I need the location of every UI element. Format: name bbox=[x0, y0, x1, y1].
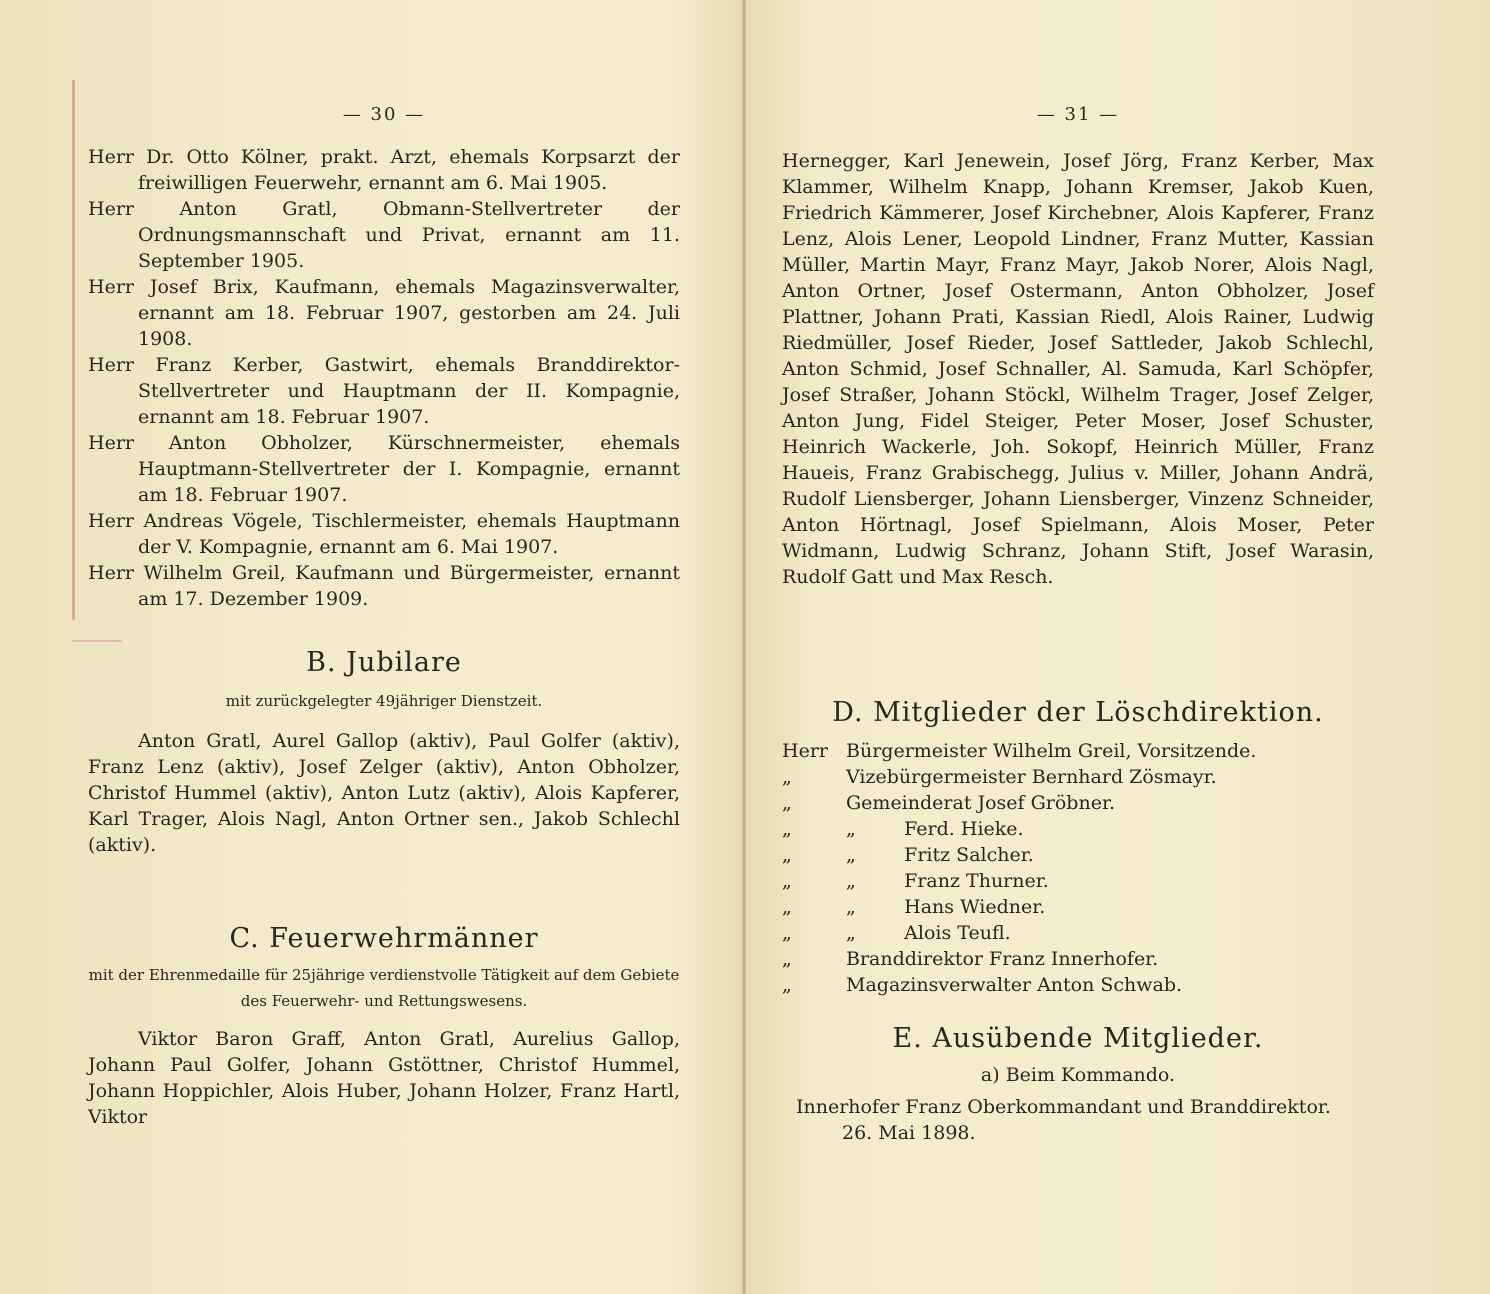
red-margin-mark bbox=[72, 80, 75, 620]
section-heading: B. Jubilare bbox=[306, 647, 462, 678]
section-feuerwehrmaenner bbox=[88, 923, 680, 1130]
section-heading: E. Ausübende Mitglieder. bbox=[892, 1023, 1264, 1054]
book-gutter bbox=[742, 0, 746, 1294]
section-subheading: mit der Ehrenmedaille für 25jährige verdienstvolle Tätigkeit auf dem Gebiete des Feuerwehr- und Rettungswesens. bbox=[88, 966, 680, 1010]
left-page bbox=[88, 0, 680, 1294]
continued-name-list bbox=[782, 148, 1374, 590]
list-item: Herr Franz Kerber, Gastwirt, ehemals Branddirektor-Stellvertreter und Hauptmann der II. Kompagnie, ernannt am 18. Februar 1907. bbox=[88, 354, 680, 428]
list-item: Herr Dr. Otto Kölner, prakt. Arzt, ehemals Korpsarzt der freiwilligen Feuerwehr, ernannt am 6. Mai 1905. bbox=[88, 146, 680, 194]
section-subheading: mit zurückgelegter 49jähriger Dienstzeit. bbox=[225, 692, 543, 710]
list-item: „ „ Alois Teufl. bbox=[782, 922, 1011, 944]
list-item: Herr Wilhelm Greil, Kaufmann und Bürgermeister, ernannt am 17. Dezember 1909. bbox=[88, 562, 680, 610]
list-item: „ „ Fritz Salcher. bbox=[782, 844, 1034, 866]
section-ausuebende-mitglieder bbox=[782, 1023, 1374, 1146]
right-page bbox=[782, 0, 1374, 1294]
list-item: Herr Josef Brix, Kaufmann, ehemals Magazinsverwalter, ernannt am 18. Februar 1907, gestorben am 24. Juli 1908. bbox=[88, 276, 680, 350]
page-number: — 30 — bbox=[342, 104, 426, 125]
section-text: Innerhofer Franz Oberkommandant und Branddirektor. bbox=[796, 1096, 1331, 1118]
section-text: Viktor Baron Graff, Anton Gratl, Aurelius Gallop, Johann Paul Golfer, Johann Gstöttner, Christof Hummel, Johann Hoppichler, Alois Huber, Johann Holzer, Franz Hartl, Viktor bbox=[88, 1028, 680, 1128]
directors-list bbox=[782, 738, 1374, 998]
list-item: „ „ Ferd. Hieke. bbox=[782, 818, 1024, 840]
section-text: Hernegger, Karl Jenewein, Josef Jörg, Franz Kerber, Max Klammer, Wilhelm Knapp, Johann Kremser, Jakob Kuen, Friedrich Kämmerer, Josef Kirchebner, Alois Kapferer, Franz Lenz, Alois Lener, Leopold Lindner, Franz Mutter, Kassian Müller, Martin Mayr, Franz Mayr, Jakob Norer, Alois Nagl, Anton Ortner, Josef Ostermann, Anton Obholzer, Josef Plattner, Johann Prati, Kassian Riedl, Alois Rainer, Ludwig Riedmüller, Josef Rieder, Josef Sattleder, Jakob Schlechl, Anton Schmid, Josef Schnaller, Al. Samuda, Karl Schöpfer, Josef Straßer, Johann Stöckl, Wilhelm Trager, Josef Zelger, Anton Jung, Fidel Steiger, Peter Moser, Josef Schuster, Heinrich Wackerle, Joh. Sokopf, Heinrich Müller, Franz Haueis, Franz Grabischegg, Julius v. Miller, Johann Andrä, Rudolf Liensberger, Johann Liensberger, Vinzenz Schneider, Anton Hörtnagl, Josef Spielmann, Alois Moser, Peter Widmann, Ludwig Schranz, Johann Stift, Josef Warasin, Rudolf Gatt und Max Resch. bbox=[782, 150, 1374, 588]
list-item: Herr Andreas Vögele, Tischlermeister, ehemals Hauptmann der V. Kompagnie, ernannt am 6. Mai 1907. bbox=[88, 510, 680, 558]
section-loeschdirektion bbox=[782, 697, 1374, 998]
section-jubilare bbox=[88, 647, 680, 858]
section-text: Anton Gratl, Aurel Gallop (aktiv), Paul Golfer (aktiv), Franz Lenz (aktiv), Josef Zelger (aktiv), Anton Obholzer, Christof Hummel (aktiv), Anton Lutz (aktiv), Alois Kapferer, Karl Trager, Alois Nagl, Anton Ortner sen., Jakob Schlechl (aktiv). bbox=[88, 730, 680, 856]
section-heading: C. Feuerwehrmänner bbox=[229, 923, 539, 954]
list-item: Herr Anton Gratl, Obmann-Stellvertreter der Ordnungsmannschaft und Privat, ernannt am 11. September 1905. bbox=[88, 198, 680, 272]
list-item: „ Branddirektor Franz Innerhofer. bbox=[782, 948, 1159, 970]
list-item: Herr Bürgermeister Wilhelm Greil, Vorsitzende. bbox=[782, 740, 1257, 762]
list-item: „ Gemeinderat Josef Gröbner. bbox=[782, 792, 1115, 814]
section-text: 26. Mai 1898. bbox=[842, 1122, 976, 1144]
section-subheading: a) Beim Kommando. bbox=[980, 1064, 1176, 1086]
page-number: — 31 — bbox=[1036, 104, 1120, 125]
list-item: „ „ Hans Wiedner. bbox=[782, 896, 1046, 918]
honorary-members-list bbox=[88, 144, 680, 612]
list-item: „ Vizebürgermeister Bernhard Zösmayr. bbox=[782, 766, 1217, 788]
list-item: „ „ Franz Thurner. bbox=[782, 870, 1049, 892]
section-heading: D. Mitglieder der Löschdirektion. bbox=[832, 697, 1324, 728]
list-item: „ Magazinsverwalter Anton Schwab. bbox=[782, 974, 1183, 996]
list-item: Herr Anton Obholzer, Kürschnermeister, ehemals Hauptmann-Stellvertreter der I. Kompagnie, ernannt am 18. Februar 1907. bbox=[88, 432, 680, 506]
